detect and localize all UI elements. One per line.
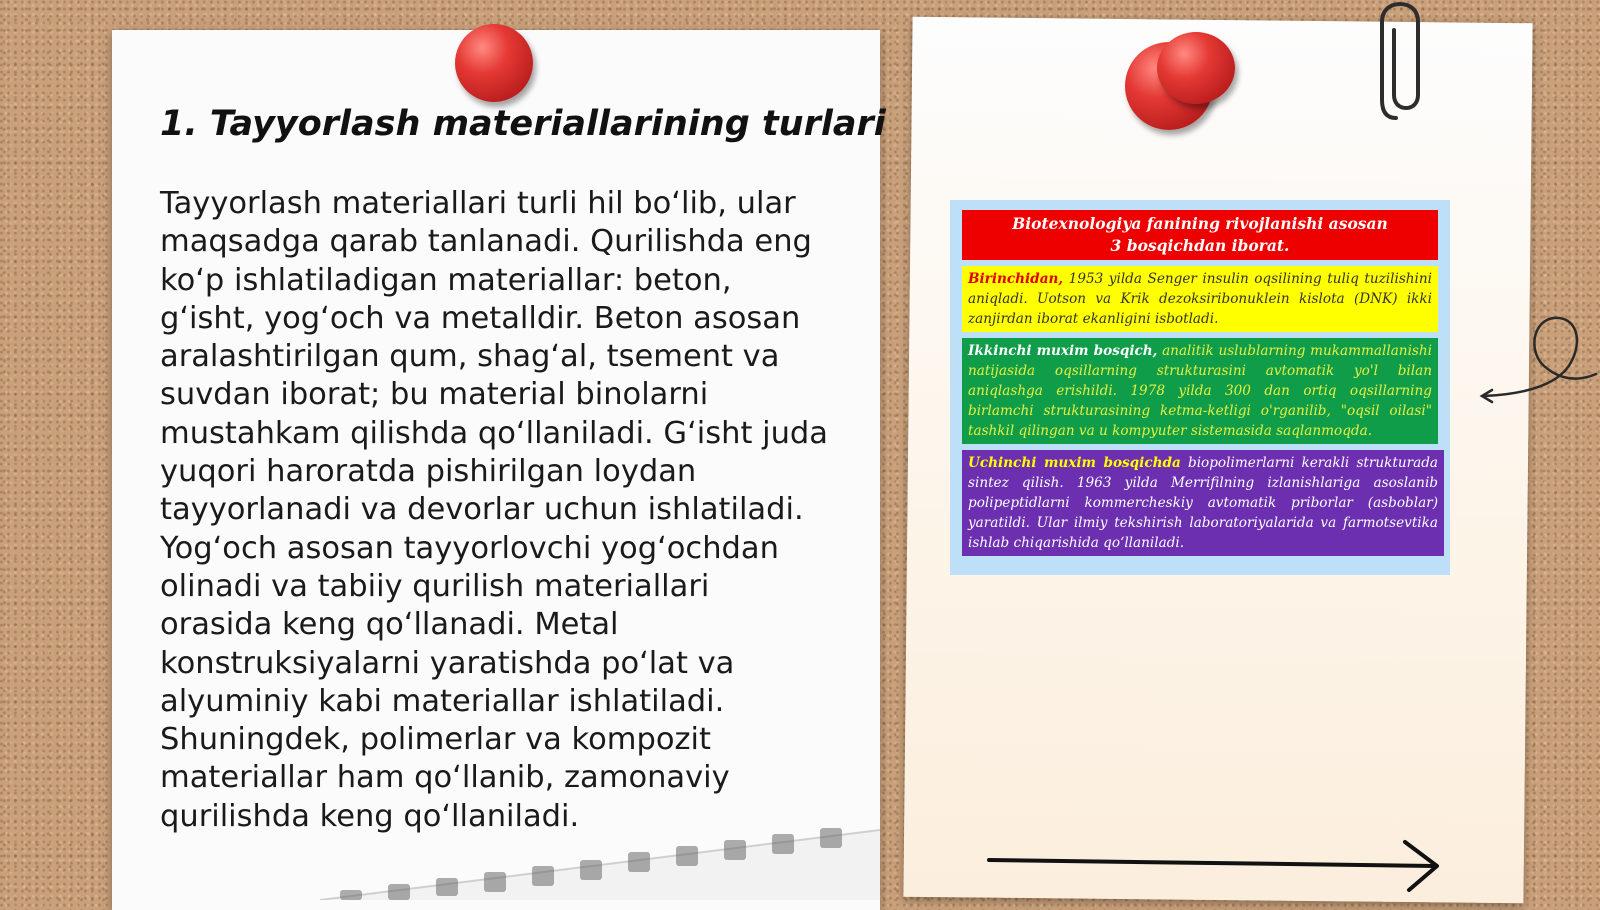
stage3-box [962,450,1444,556]
slide-title-line1: Biotexnologiya fanining rivojlanishi asosan [1012,214,1388,233]
slide-title-box [962,210,1438,260]
stage3-text: biopolimerlarni kerakli strukturada sintez qilish. 1963 yilda Merrifilning izlanishlariga asoslanib polipeptidlarni kommercheskiy avtomatik priborlar (asboblar) yaratildi. Ular ilmiy tekshirish laboratoriyalarida va farmotsevtika ishlab chiqarishida qo‘llaniladi. [968,455,1438,551]
paper-clip-icon [1376,0,1426,125]
body-paragraph: Tayyorlash materiallari turli hil bo‘lib, ular maqsadga qarab tanlanadi. Qurilishda eng ko‘p ishlatiladigan materiallar: beton, g‘isht, yog‘och va metalldir. Beton asosan aralashtirilgan qum, shag‘al, tsement va suvdan iborat; bu material binolarni mustahkam qilishda qo‘llaniladi. G‘isht juda yuqori haroratda pishirilgan loydan tayyorlanadi va devorlar uchun ishlatiladi. Yog‘och asosan tayyorlovchi yog‘ochdan olinadi va tabiiy qurilish materiallari orasida keng qo‘llanadi. Metal konstruksiyalarni yaratishda po‘lat va alyuminiy kabi materiallar ishlatiladi. Shuningdek, polimerlar va kompozit materiallar ham qo‘llanib, zamonaviy qurilishda keng qo‘llaniladi. [160,186,828,834]
stage1-box [962,266,1438,332]
stage1-text: 1953 yilda Senger insulin oqsilining tuliq tuzilishini aniqladi. Uotson va Krik dezoksiribonuklein kislota (DNK) ikki zanjirdan iborat ekanligini isbotladi. [968,271,1432,327]
stage2-text: analitik uslublarning mukammallanishi natijasida oqsillarning strukturasini avtomatik yo'l bilan aniqlashga erishildi. 1978 yilda 300 dan ortiq oqsillarning birlamchi strukturasining ketma-ketligi o'rganilib, "oqsil oilasi" tashkil qilingan va u kompyuter sistemasida saqlanmoqda. [968,343,1432,439]
arrow-right-icon [985,838,1447,894]
slide-title-line2: 3 bosqichdan iborat. [1110,236,1290,255]
stage2-lead: Ikkinchi muxim bosqich, [968,343,1158,359]
stage3-lead: Uchinchi muxim bosqichda [968,455,1181,471]
push-pin-icon [1157,32,1235,104]
embedded-slide-image [950,200,1450,575]
stage2-box [962,338,1438,444]
push-pin-icon [455,24,533,102]
page-title: 1. Tayyorlash materiallarining turlari [160,104,886,144]
scribble-arrow-icon [1478,312,1600,407]
stage1-lead: Birinchidan, [968,271,1064,287]
